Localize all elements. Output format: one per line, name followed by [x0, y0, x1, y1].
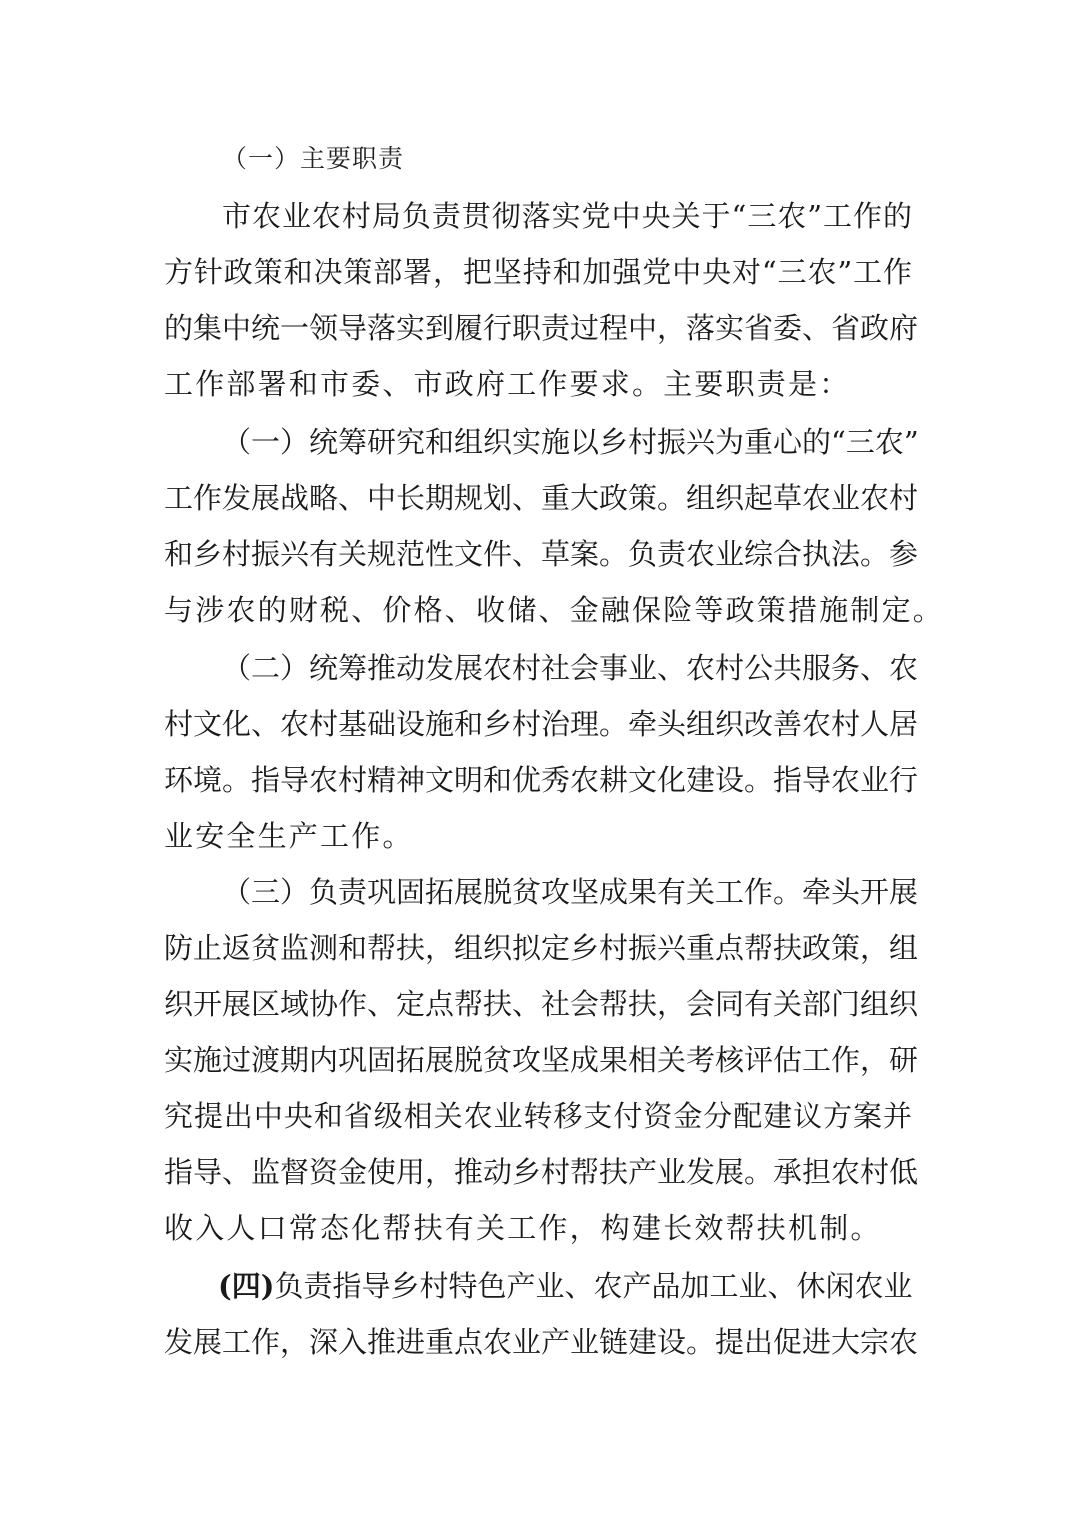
paragraph-line: （一）统筹研究和组织实施以乡村振兴为重心的“三农” [222, 425, 919, 459]
paragraph-line: （三）负责巩固拓展脱贫攻坚成果有关工作。牵头开展 [222, 875, 919, 909]
paragraph-line: 与涉农的财税、价格、收储、金融保险等政策措施制定。 [164, 593, 945, 627]
paragraph-line: 究提出中央和省级相关农业转移支付资金分配建议方案并 [164, 1099, 912, 1133]
paragraph-line: 指导、监督资金使用，推动乡村帮扶产业发展。承担农村低 [164, 1155, 919, 1189]
paragraph-line: 收入人口常态化帮扶有关工作，构建长效帮扶机制。 [164, 1211, 882, 1245]
paragraph-text: 负责指导乡村特色产业、农产品加工业、休闲农业 [274, 1269, 913, 1303]
paragraph-line: 和乡村振兴有关规范性文件、草案。负责农业综合执法。参 [164, 537, 919, 571]
paragraph-line: 实施过渡期内巩固拓展脱贫攻坚成果相关考核评估工作，研 [164, 1043, 919, 1077]
section-heading: （一）主要职责 [222, 144, 405, 173]
paragraph-line: 发展工作，深入推进重点农业产业链建设。提出促进大宗农 [164, 1325, 919, 1359]
paragraph-line: 环境。指导农村精神文明和优秀农耕文化建设。指导农业行 [164, 763, 919, 797]
paragraph-line: 方针政策和决策部署，把坚持和加强党中央对“三农”工作 [164, 255, 912, 289]
paragraph-line: 织开展区域协作、定点帮扶、社会帮扶，会同有关部门组织 [164, 987, 919, 1021]
paragraph-line: 防止返贫监测和帮扶，组织拟定乡村振兴重点帮扶政策，组 [164, 931, 919, 965]
paragraph-line: 业安全生产工作。 [164, 819, 414, 853]
paragraph-line: 工作发展战略、中长期规划、重大政策。组织起草农业农村 [164, 481, 919, 515]
paragraph-line: （二）统筹推动发展农村社会事业、农村公共服务、农 [222, 651, 919, 685]
paragraph-line: 工作部署和市委、市政府工作要求。主要职责是： [164, 367, 851, 401]
paragraph-line: 的集中统一领导落实到履行职责过程中，落实省委、省政府 [164, 311, 919, 345]
paragraph-line: 市农业农村局负责贯彻落实党中央关于“三农”工作的 [222, 199, 912, 233]
paragraph-line: 村文化、农村基础设施和乡村治理。牵头组织改善农村人居 [164, 707, 919, 741]
paragraph-number: (四) [218, 1269, 275, 1303]
paragraph-first-line [218, 1266, 912, 1306]
